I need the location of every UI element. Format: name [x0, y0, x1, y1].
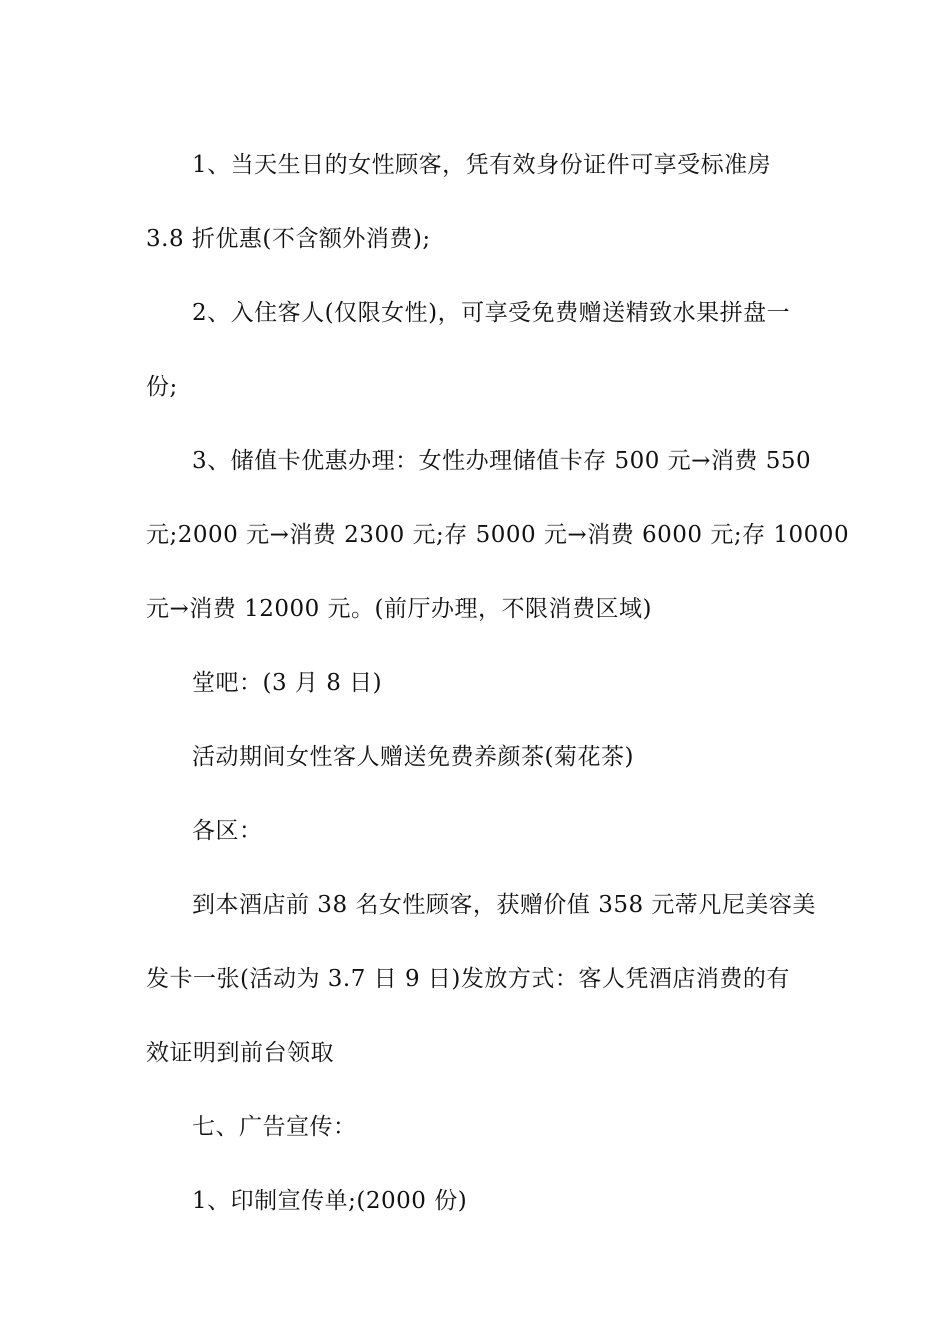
line-stored-value-card: 3、储值卡优惠办理：女性办理储值卡存 500 元→消费 550	[192, 448, 812, 474]
line-fruit-platter: 2、入住客人(仅限女性)，可享受免费赠送精致水果拼盘一	[192, 300, 791, 326]
line-lobby-bar-heading: 堂吧：(3 月 8 日)	[192, 670, 383, 696]
line-beauty-card-cont-1: 发卡一张(活动为 3.7 日 9 日)发放方式：客人凭酒店消费的有	[146, 966, 790, 992]
line-print-flyers: 1、印制宣传单;(2000 份)	[192, 1188, 468, 1214]
line-lobby-bar-tea: 活动期间女性客人赠送免费养颜茶(菊花茶)	[192, 744, 634, 770]
document-body	[146, 128, 850, 1238]
line-stored-value-card-cont-2: 元→消费 12000 元。(前厅办理，不限消费区域)	[146, 596, 653, 622]
line-stored-value-card-cont-1: 元;2000 元→消费 2300 元;存 5000 元→消费 6000 元;存 10000	[146, 522, 850, 548]
line-beauty-card-cont-2: 效证明到前台领取	[146, 1040, 334, 1066]
line-birthday-discount-cont: 3.8 折优惠(不含额外消费);	[146, 226, 431, 252]
line-fruit-platter-cont: 份;	[146, 374, 178, 400]
line-beauty-card: 到本酒店前 38 名女性顾客，获赠价值 358 元蒂凡尼美容美	[192, 892, 816, 918]
line-all-areas-heading: 各区：	[192, 818, 263, 844]
section-heading-advertising: 七、广告宣传：	[192, 1114, 357, 1140]
line-birthday-discount: 1、当天生日的女性顾客，凭有效身份证件可享受标准房	[192, 152, 772, 178]
